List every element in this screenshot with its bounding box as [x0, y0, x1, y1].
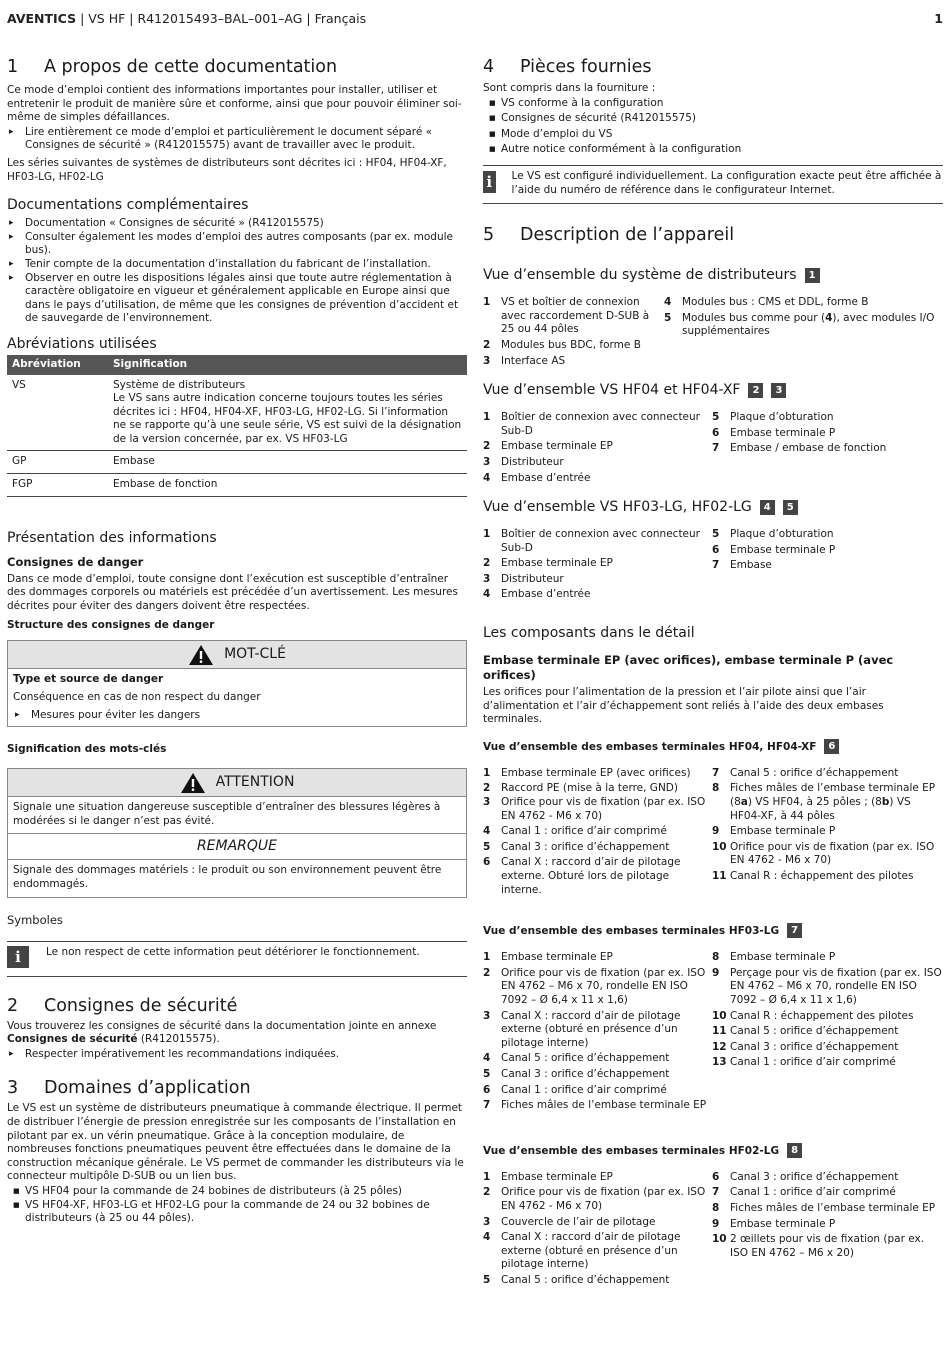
- legend-item: 8 Fiches mâles de l’embase terminale EP: [712, 1201, 936, 1214]
- legend-item: 11 Canal R : échappement des pilotes: [712, 870, 914, 882]
- overview-hf03-heading: Vue d’ensemble VS HF03-LG, HF02-LG 4 5: [483, 498, 943, 516]
- complementary-docs-list: [7, 217, 467, 326]
- symbols-heading: Symboles: [7, 912, 63, 927]
- legend-item: 4 Canal 5 : orifice d’échappement: [483, 1052, 670, 1065]
- abbreviations-table: [7, 355, 467, 497]
- s4-item: ■ Consignes de sécurité (R412015575): [483, 112, 943, 126]
- s4-info-text: Le VS est configuré individuellement. La configuration exacte peut être affichée à l’aide du numéro de référence dans le configurateur Internet.: [511, 169, 942, 196]
- symbol-info-row: [7, 941, 467, 977]
- legend-item: 2 Orifice pour vis de fixation (par ex. ISO EN 4762 – M6 x 70, rondelle EN ISO 7092 – Ø 6,4 x 11 x 1,6): [483, 966, 706, 1006]
- hf03-end-plates-legend: [483, 951, 943, 1115]
- legend-item: 1 Boîtier de connexion avec connecteur Sub-D: [483, 528, 700, 554]
- table-cell: VS: [7, 375, 108, 451]
- figure-badge: 6: [824, 739, 839, 754]
- legend-item: 7 Canal 1 : orifice d’air comprimé: [712, 1186, 896, 1199]
- danger-structure-box: [7, 640, 467, 727]
- figure-badge: 2: [748, 383, 763, 398]
- legend-item: 1 Boîtier de connexion avec connecteur Sub-D: [483, 411, 700, 437]
- end-plates-heading: Embase terminale EP (avec orifices), embase terminale P (avec orifices): [483, 653, 894, 683]
- legend-item: 10 Canal R : échappement des pilotes: [712, 1009, 914, 1022]
- legend-item: 5 Plaque d’obturation: [712, 528, 834, 541]
- s1-series-text: Les séries suivantes de systèmes de distributeurs sont décrites ici : HF04, HF04-XF, HF03-LG, HF02-LG: [7, 156, 447, 183]
- s3-item: ■ VS HF04 pour la commande de 24 bobines de distributeurs (à 25 pôles): [7, 1185, 467, 1199]
- s1-instruction-list: [7, 126, 467, 153]
- attention-banner: ATTENTION: [8, 769, 466, 797]
- hf03-end-plates-heading: Vue d’ensemble des embases terminales HF03-LG 7: [483, 923, 943, 938]
- hf04-end-plates-legend: [483, 767, 943, 899]
- legend-item: 5 Canal 3 : orifice d’échappement: [483, 1067, 670, 1080]
- end-plates-text: Les orifices pour l’alimentation de la pression et l’air pilote ainsi que l’air d’alimentation et l’air d’échappement sont reliés à l’aide des deux embases terminales.: [483, 686, 884, 726]
- doc-item: ▸ Observer en outre les dispositions légales ainsi que toute autre réglementation à caractère obligatoire en vigueur et généralement applicable en Europe ainsi que dans le pays d’utilisation, de même que les consignes de prévention d’accident et de sauvegarde de l’environnement.: [7, 272, 467, 326]
- keywords-box: [7, 768, 467, 897]
- legend-item: 2 Modules bus BDC, forme B: [483, 338, 641, 351]
- danger-measures-list: [13, 709, 461, 723]
- figure-badge: 1: [805, 268, 820, 283]
- section-3-heading: 3 Domaines d’application: [7, 1078, 251, 1099]
- table-row: [7, 375, 467, 451]
- presentation-heading: Présentation des informations: [7, 529, 217, 546]
- legend-item: 7 Embase: [712, 559, 772, 572]
- warning-icon: [180, 772, 206, 794]
- s3-text: Le VS est un système de distributeurs pneumatique à commande électrique. Il permet de distribuer l’énergie de pression enregistrée sur les composants de l’installation en pilotant par ex. un vérin pneumatique. Grâce à la conception modulaire, de nombreuses fonctions pneumatiques peuvent être effectuées dans le domaine de la construction mécanique générale. Le VS permet de commander les distributeurs via le connecteur multipôle D-SUB ou un lien bus.: [7, 1102, 464, 1183]
- section-5-heading: 5 Description de l’appareil: [483, 225, 735, 246]
- danger-type: Type et source de danger: [13, 673, 164, 686]
- legend-item: 3 Couvercle de l’air de pilotage: [483, 1215, 656, 1228]
- danger-consequence: Conséquence en cas de non respect du danger: [13, 691, 261, 704]
- doc-item: ▸ Tenir compte de la documentation d’installation du fabricant de l’installation.: [7, 258, 467, 272]
- figure-badge: 5: [783, 500, 798, 515]
- legend-item: 4 Canal 1 : orifice d’air comprimé: [483, 825, 667, 838]
- doc-item: ▸ Documentation « Consignes de sécurité » (R412015575): [7, 217, 467, 231]
- page-number: 1: [934, 11, 943, 26]
- legend-item: 3 Canal X : raccord d’air de pilotage externe (obturé en présence d’un pilotage interne): [483, 1009, 681, 1049]
- legend-item: 7 Embase / embase de fonction: [712, 442, 887, 455]
- overview-system-heading: Vue d’ensemble du système de distributeurs 1: [483, 266, 943, 284]
- s4-info-row: [483, 165, 943, 204]
- danger-notes-heading: Consignes de danger: [7, 554, 144, 569]
- s4-item: ■ VS conforme à la configuration: [483, 97, 943, 111]
- info-icon: i: [7, 946, 29, 968]
- complementary-docs-heading: Documentations complémentaires: [7, 197, 249, 214]
- section-1-heading: 1 A propos de cette documentation: [7, 57, 338, 77]
- danger-measure: ▸ Mesures pour éviter les dangers: [13, 709, 461, 723]
- warning-icon: [188, 644, 214, 666]
- table-cell: Embase de fonction: [108, 474, 467, 497]
- table-header: Abréviation: [7, 355, 108, 375]
- legend-item: 11 Canal 5 : orifice d’échappement: [712, 1025, 899, 1038]
- legend-item: 9 Embase terminale P: [712, 1217, 836, 1230]
- legend-item: 4 Embase d’entrée: [483, 471, 591, 484]
- legend-item: 1 Embase terminale EP: [483, 1170, 613, 1183]
- table-row: [7, 474, 467, 497]
- components-heading: Les composants dans le détail: [483, 625, 695, 642]
- legend-item: 4 Embase d’entrée: [483, 588, 591, 601]
- danger-structure-heading: Structure des consignes de danger: [7, 619, 215, 632]
- section-4-heading: 4 Pièces fournies: [483, 57, 652, 77]
- legend-item: 5 Canal 3 : orifice d’échappement: [483, 840, 670, 853]
- s2-list: [7, 1048, 467, 1062]
- header-title: AVENTICS | VS HF | R412015493–BAL–001–AG | Français: [7, 11, 367, 26]
- legend-item: 3 Interface AS: [483, 354, 566, 367]
- legend-item: 5 Plaque d’obturation: [712, 411, 834, 424]
- page-header: [7, 12, 943, 28]
- s2-text: Vous trouverez les consignes de sécurité dans la documentation jointe en annexe Consignes de sécurité (R412015575).: [7, 1019, 437, 1046]
- legend-item: 2 Orifice pour vis de fixation (par ex. ISO EN 4762 - M6 x 70): [483, 1186, 706, 1212]
- remark-banner: REMARQUE: [8, 834, 466, 860]
- figure-badge: 7: [787, 923, 802, 938]
- section-2-heading: 2 Consignes de sécurité: [7, 995, 238, 1016]
- s1-instruction: ▸ Lire entièrement ce mode d’emploi et particulièrement le document séparé « Consignes de sécurité » (R412015575) avant de travailler avec le produit.: [7, 126, 467, 153]
- legend-item: 5 Modules bus comme pour (4), avec modules I/O supplémentaires: [664, 311, 935, 338]
- table-cell: Embase: [108, 451, 467, 474]
- legend-item: 3 Distributeur: [483, 572, 564, 585]
- legend-item: 10 2 œillets pour vis de fixation (par ex. ISO EN 4762 – M6 x 20): [712, 1233, 925, 1259]
- remark-text: Signale des dommages matériels : le produit ou son environnement peuvent être endommagés.: [13, 864, 442, 890]
- table-header: Signification: [108, 355, 467, 375]
- hf02-end-plates-heading: Vue d’ensemble des embases terminales HF02-LG 8: [483, 1143, 943, 1158]
- table-cell: Système de distributeurs Le VS sans autre indication concerne toujours toutes les séries décrites ici : HF04, HF04-XF, HF03-LG, HF02-LG. Si l’information ne se rapporte qu’à une seule série, VS est suivi de la désignation de la version concernée, par ex. VS HF03-LG: [108, 375, 467, 451]
- legend-item: 3 Orifice pour vis de fixation (par ex. ISO EN 4762 - M6 x 70): [483, 796, 706, 822]
- danger-structure-body: [8, 669, 466, 726]
- s4-item: ■ Autre notice conformément à la configuration: [483, 143, 943, 157]
- doc-item: ▸ Consulter également les modes d’emploi des autres composants (par ex. module bus).: [7, 231, 467, 258]
- legend-item: 12 Canal 3 : orifice d’échappement: [712, 1040, 899, 1053]
- legend-item: 4 Modules bus : CMS et DDL, forme B: [664, 296, 869, 309]
- figure-badge: 4: [760, 500, 775, 515]
- overview-hf04-legend: [483, 411, 943, 487]
- legend-item: 2 Embase terminale EP: [483, 440, 613, 453]
- s3-list: [7, 1185, 467, 1226]
- danger-notes-text: Dans ce mode d’emploi, toute consigne dont l’exécution est susceptible d’entraîner des dommages corporels ou matériels est précédée d’un avertissement. Les mesures décrites pour éviter des dangers doivent être respectées.: [7, 572, 458, 612]
- legend-item: 9 Perçage pour vis de fixation (par ex. ISO EN 4762 – M6 x 70, rondelle EN ISO 7092 – Ø 6,4 x 11 x 1,6): [712, 966, 942, 1006]
- s4-list: [483, 97, 943, 157]
- s3-item: ■ VS HF04-XF, HF03-LG et HF02-LG pour la commande de 24 ou 32 bobines de distributeurs (à 25 ou 44 pôles).: [7, 1199, 467, 1226]
- hf02-end-plates-legend: [483, 1171, 943, 1290]
- overview-hf04-heading: Vue d’ensemble VS HF04 et HF04-XF 2 3: [483, 381, 943, 399]
- legend-item: 6 Embase terminale P: [712, 426, 836, 439]
- legend-item: 3 Distributeur: [483, 455, 564, 468]
- legend-item: 10 Orifice pour vis de fixation (par ex. ISO EN 4762 - M6 x 70): [712, 840, 935, 867]
- left-column: [7, 56, 467, 1226]
- s4-intro: Sont compris dans la fourniture :: [483, 82, 656, 94]
- right-column: [483, 56, 943, 1289]
- overview-hf03-legend: [483, 528, 943, 604]
- s1-intro: Ce mode d’emploi contient des informations importantes pour installer, utiliser et entretenir le produit de manière sûre et conforme, ainsi que pour pouvoir éliminer soi-même de simples défaillances.: [7, 84, 462, 124]
- legend-item: 6 Canal X : raccord d’air de pilotage externe. Obturé lors de pilotage interne.: [483, 856, 681, 896]
- legend-item: 5 Canal 5 : orifice d’échappement: [483, 1273, 670, 1286]
- overview-system-legend: [483, 296, 943, 370]
- keyword-banner: MOT-CLÉ: [8, 641, 466, 669]
- legend-item: 6 Embase terminale P: [712, 543, 836, 556]
- legend-item: 1 Embase terminale EP (avec orifices): [483, 766, 691, 779]
- info-icon: i: [483, 171, 496, 193]
- legend-item: 2 Embase terminale EP: [483, 557, 613, 570]
- legend-item: 1 VS et boîtier de connexion avec raccordement D-SUB à 25 ou 44 pôles: [483, 296, 650, 336]
- legend-item: 4 Canal X : raccord d’air de pilotage externe (obturé en présence d’un pilotage interne): [483, 1231, 681, 1271]
- attention-text: Signale une situation dangereuse susceptible d’entraîner des blessures légères à modérées si le danger n’est pas évité.: [8, 797, 466, 834]
- legend-item: 9 Embase terminale P: [712, 825, 836, 838]
- figure-badge: 8: [787, 1143, 802, 1158]
- symbol-info-text: Le non respect de cette information peut détériorer le fonctionnement.: [46, 945, 420, 958]
- legend-item: 1 Embase terminale EP: [483, 951, 613, 964]
- s2-instruction: ▸ Respecter impérativement les recommandations indiquées.: [7, 1048, 467, 1062]
- figure-badge: 3: [771, 383, 786, 398]
- hf04-end-plates-heading: Vue d’ensemble des embases terminales HF04, HF04-XF 6: [483, 739, 943, 754]
- legend-item: 6 Canal 1 : orifice d’air comprimé: [483, 1083, 667, 1096]
- legend-item: 8 Fiches mâles de l’embase terminale EP (8a) VS HF04, à 25 pôles ; (8b) VS HF04-XF, à 44 pôles: [712, 782, 936, 822]
- abbreviations-heading: Abréviations utilisées: [7, 335, 157, 352]
- keywords-meaning-heading: Signification des mots-clés: [7, 743, 167, 756]
- table-row: [7, 451, 467, 474]
- legend-item: 7 Fiches mâles de l’embase terminale EP: [483, 1099, 707, 1112]
- s4-item: ■ Mode d’emploi du VS: [483, 128, 943, 142]
- table-cell: GP: [7, 451, 108, 474]
- table-cell: FGP: [7, 474, 108, 497]
- legend-item: 8 Embase terminale P: [712, 951, 836, 964]
- legend-item: 2 Raccord PE (mise à la terre, GND): [483, 782, 678, 795]
- legend-item: 6 Canal 3 : orifice d’échappement: [712, 1170, 899, 1183]
- legend-item: 13 Canal 1 : orifice d’air comprimé: [712, 1056, 896, 1069]
- legend-item: 7 Canal 5 : orifice d’échappement: [712, 766, 899, 779]
